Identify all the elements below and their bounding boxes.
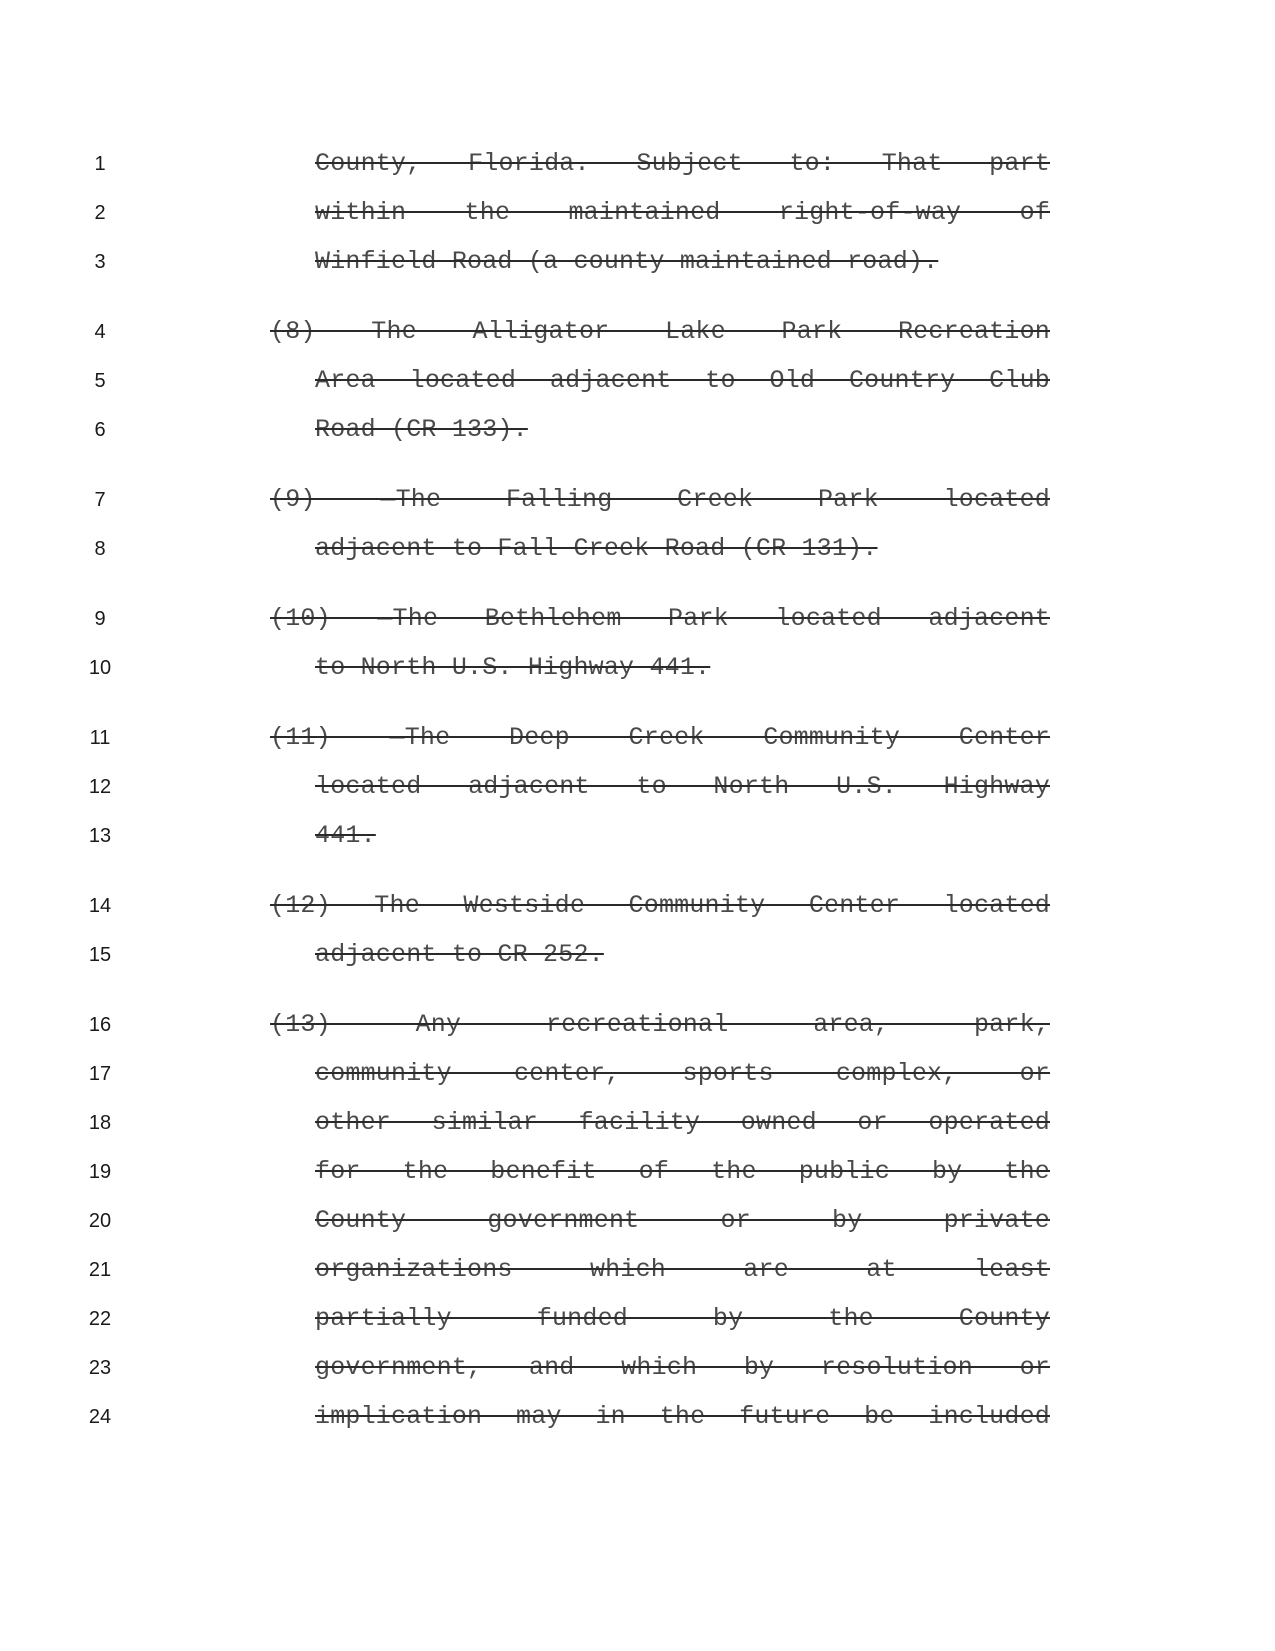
line-number: 13 — [88, 825, 112, 847]
document-line — [0, 1005, 1275, 1045]
line-number: 1 — [94, 153, 106, 175]
line-text: adjacent to CR 252. — [315, 940, 604, 969]
document-line — [0, 935, 1275, 975]
line-text: (9) —The Falling Creek Park located — [270, 485, 1050, 514]
line-number: 21 — [88, 1259, 112, 1281]
line-number: 4 — [94, 321, 106, 343]
line-text: other similar facility owned or operated — [315, 1108, 1050, 1137]
line-number: 22 — [88, 1308, 112, 1330]
line-number: 8 — [94, 538, 106, 560]
document-line — [0, 599, 1275, 639]
line-number: 14 — [88, 895, 112, 917]
document-line — [0, 648, 1275, 688]
document-line — [0, 144, 1275, 184]
document-line — [0, 1103, 1275, 1143]
line-number: 10 — [88, 657, 112, 679]
line-text: 441. — [315, 821, 376, 850]
document-line — [0, 1054, 1275, 1094]
document-line — [0, 767, 1275, 807]
line-text: County, Florida. Subject to: That part — [315, 149, 1050, 178]
document-line — [0, 193, 1275, 233]
line-number: 16 — [88, 1014, 112, 1036]
line-number: 19 — [88, 1161, 112, 1183]
line-number: 11 — [89, 727, 111, 749]
line-text: Road (CR 133). — [315, 415, 528, 444]
line-text: government, and which by resolution or — [315, 1353, 1050, 1382]
line-text: Area located adjacent to Old Country Club — [315, 366, 1050, 395]
line-text: community center, sports complex, or — [315, 1059, 1050, 1088]
line-number: 18 — [88, 1112, 112, 1134]
line-text: (12) The Westside Community Center located — [270, 891, 1050, 920]
line-text: (11) —The Deep Creek Community Center — [270, 723, 1050, 752]
document-line — [0, 1152, 1275, 1192]
line-text: organizations which are at least — [315, 1255, 1050, 1284]
document-line — [0, 410, 1275, 450]
line-number: 7 — [94, 489, 106, 511]
document-line — [0, 1397, 1275, 1437]
document-line — [0, 886, 1275, 926]
line-text: (13) Any recreational area, park, — [270, 1010, 1050, 1039]
line-number: 24 — [88, 1406, 112, 1428]
line-text: County government or by private — [315, 1206, 1050, 1235]
line-number: 23 — [88, 1357, 112, 1379]
line-number: 5 — [94, 370, 106, 392]
line-text: adjacent to Fall Creek Road (CR 131). — [315, 534, 878, 563]
line-text: (8) The Alligator Lake Park Recreation — [270, 317, 1050, 346]
document-line — [0, 1201, 1275, 1241]
document-line — [0, 1299, 1275, 1339]
document-line — [0, 1250, 1275, 1290]
line-text: Winfield Road (a county maintained road). — [315, 247, 939, 276]
line-text: within the maintained right-of-way of — [315, 198, 1050, 227]
line-number: 2 — [94, 202, 106, 224]
line-text: to North U.S. Highway 441. — [315, 653, 711, 682]
line-text: for the benefit of the public by the — [315, 1157, 1050, 1186]
document-line — [0, 718, 1275, 758]
line-number: 15 — [88, 944, 112, 966]
document-line — [0, 1348, 1275, 1388]
document-line — [0, 242, 1275, 282]
line-number: 6 — [94, 419, 106, 441]
line-number: 17 — [88, 1063, 112, 1085]
line-number: 20 — [88, 1210, 112, 1232]
line-text: partially funded by the County — [315, 1304, 1050, 1333]
document-line — [0, 529, 1275, 569]
line-number: 3 — [94, 251, 106, 273]
document-line — [0, 312, 1275, 352]
line-text: (10) —The Bethlehem Park located adjacent — [270, 604, 1050, 633]
line-number: 9 — [94, 608, 106, 630]
line-text: implication may in the future be included — [315, 1402, 1050, 1431]
document-line — [0, 361, 1275, 401]
document-line — [0, 480, 1275, 520]
document-line — [0, 816, 1275, 856]
line-text: located adjacent to North U.S. Highway — [315, 772, 1050, 801]
line-number: 12 — [88, 776, 112, 798]
